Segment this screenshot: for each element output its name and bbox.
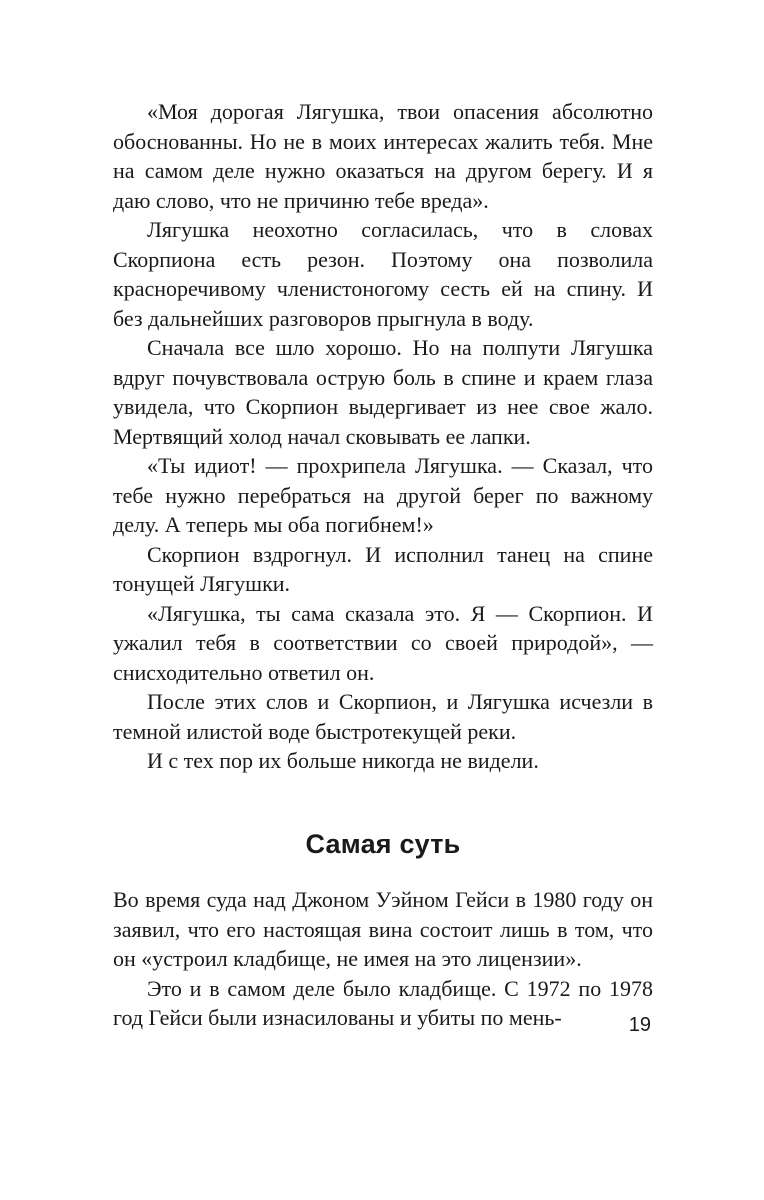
story-paragraph-4: «Ты идиот! — прохрипела Лягушка. — Сказал, что тебе нужно перебраться на другой берег по важному делу. А теперь мы оба погибнем!» (113, 453, 653, 537)
section-paragraph-2: Это и в самом деле было кладбище. С 1972 по 1978 год Гейси были изнасилованы и убиты по мень- (113, 975, 653, 1030)
story-paragraph-5: Скорпион вздрогнул. И исполнил танец на спине тонущей Лягушки. (113, 541, 653, 596)
section-text (113, 885, 653, 1033)
page-content (113, 97, 653, 1030)
story-paragraph-3: Сначала все шло хорошо. Но на полпути Лягушка вдруг почувствовала острую боль в спине и краем глаза увидела, что Скорпион выдергивает из нее свое жало. Мертвящий холод начал сковывать ее лапки. (113, 335, 653, 449)
section-paragraph-1: Во время суда над Джоном Уэйном Гейси в 1980 году он заявил, что его настоящая вина состоит лишь в том, что он «устроил кладбище, не имея на это лицензии». (113, 887, 653, 971)
story-paragraph-6: «Лягушка, ты сама сказала это. Я — Скорпион. И ужалил тебя в соответствии со своей природой», — снисходительно ответил он. (113, 600, 653, 685)
story-paragraph-7: После этих слов и Скорпион, и Лягушка исчезли в темной илистой воде быстротекущей реки. (113, 689, 653, 744)
story-paragraph-2: Лягушка неохотно согласилась, что в словах Скорпиона есть резон. Поэтому она позволила красноречивому членистоногому сесть ей на спину. И без дальнейших разговоров прыгнула в воду. (113, 217, 653, 331)
section-heading: Самая суть (305, 829, 461, 859)
story-text (113, 97, 653, 776)
page-number: 19 (628, 1014, 651, 1036)
story-paragraph-8: И с тех пор их больше никогда не видели. (147, 748, 539, 773)
story-paragraph-1: «Моя дорогая Лягушка, твои опасения абсолютно обоснованны. Но не в моих интересах жалить тебя. Мне на самом деле нужно оказаться на другом берегу. И я даю слово, что не причиню тебе вреда». (113, 99, 653, 213)
